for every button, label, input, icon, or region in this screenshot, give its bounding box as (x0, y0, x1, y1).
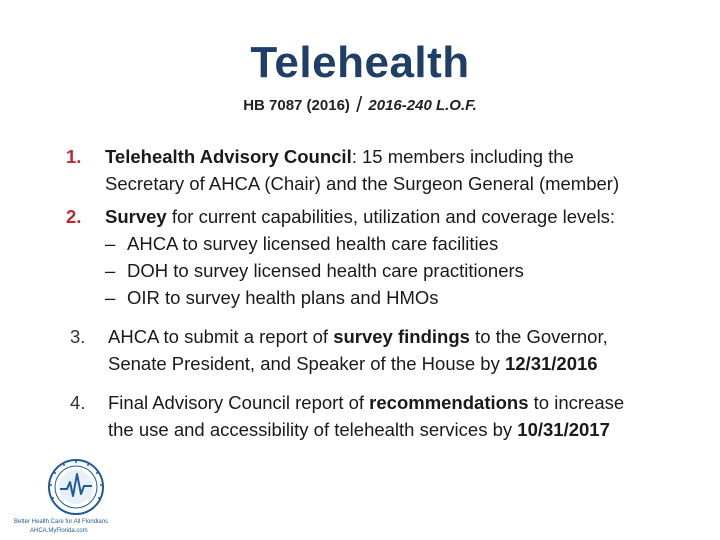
item-text: : 15 members including the (351, 146, 574, 167)
item-line2 (108, 416, 706, 443)
list-item-1 (66, 143, 706, 197)
item-bold-lead: Telehealth Advisory Council (105, 146, 352, 167)
item-line2 (108, 350, 706, 377)
item-text: AHCA to submit a report of (108, 326, 334, 347)
logo-url: AHCA.MyFlorida.com (30, 528, 88, 534)
item-text: Senate President, and Speaker of the House by (108, 353, 505, 374)
subtitle-separator: / (356, 92, 363, 117)
item-number: 1. (66, 146, 82, 167)
item-text: to increase (528, 392, 625, 413)
law-number: 2016-240 L.O.F. (368, 97, 477, 114)
item-text: Final Advisory Council report of (108, 392, 370, 413)
dash-bullet: – (105, 233, 116, 254)
logo-tagline: Better Health Care for All Floridians (14, 519, 109, 525)
list-item-4 (66, 389, 706, 443)
dash-bullet: – (105, 260, 116, 281)
item-number: 3. (70, 326, 86, 347)
sub-item-text: DOH to survey licensed health care practitioners (127, 260, 524, 281)
item-bold-text: recommendations (369, 392, 529, 413)
dash-bullet: – (105, 287, 116, 308)
item-number: 2. (66, 206, 82, 227)
item-date: 12/31/2016 (504, 353, 598, 374)
bill-number: HB 7087 (2016) (243, 97, 350, 114)
item-bold-text: survey findings (333, 326, 470, 347)
slide-title: Telehealth (250, 38, 470, 87)
sub-item (105, 230, 706, 257)
item-line2: Secretary of AHCA (Chair) and the Surgeon General (member) (105, 173, 620, 194)
list-item-3 (66, 323, 706, 377)
sub-item-text: OIR to survey health plans and HMOs (127, 287, 439, 308)
list-item-2 (66, 203, 706, 311)
item-text: to the Governor, (469, 326, 608, 347)
sub-item (105, 257, 706, 284)
sub-item (105, 284, 706, 311)
sub-item-text: AHCA to survey licensed health care facilities (127, 233, 499, 254)
item-text: for current capabilities, utilization and coverage levels: (166, 206, 616, 227)
slide-subtitle (0, 92, 720, 118)
item-date: 10/31/2017 (517, 419, 610, 440)
item-text: the use and accessibility of telehealth services by (108, 419, 518, 440)
item-number: 4. (70, 392, 86, 413)
item-bold-lead: Survey (105, 206, 167, 227)
